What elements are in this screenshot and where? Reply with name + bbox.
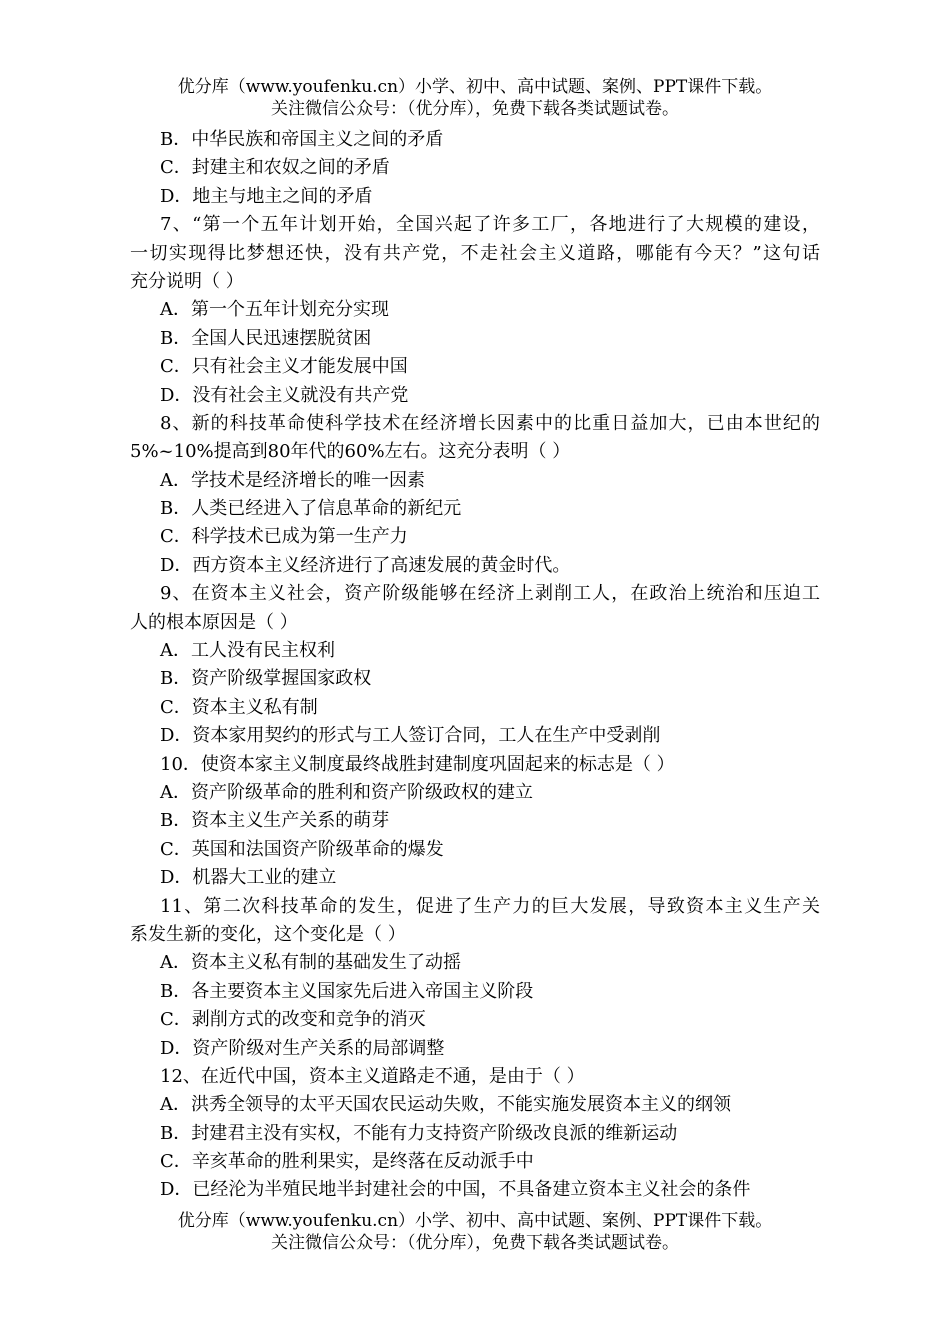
q9-stem-line-1: 9、在资本主义社会，资产阶级能够在经济上剥削工人，在政治上统治和压迫工 (160, 583, 820, 605)
q6-option-d: D．地主与地主之间的矛盾 (160, 185, 373, 207)
q9-stem-line-2: 人的根本原因是（ ） (130, 611, 298, 633)
q10-option-b: B．资本主义生产关系的萌芽 (160, 810, 390, 832)
q9-option-b: B．资产阶级掌握国家政权 (160, 668, 372, 690)
q8-option-b: B．人类已经进入了信息革命的新纪元 (160, 498, 462, 520)
q7-option-c: C．只有社会主义才能发展中国 (160, 356, 408, 378)
q7-stem-line-3: 充分说明（ ） (130, 270, 244, 292)
q12-option-c: C．辛亥革命的胜利果实，是终落在反动派手中 (160, 1151, 534, 1173)
q11-option-c: C．剥削方式的改变和竞争的消灭 (160, 1009, 426, 1031)
q11-option-d: D．资产阶级对生产关系的局部调整 (160, 1037, 445, 1059)
q9-option-d: D．资本家用契约的形式与工人签订合同，工人在生产中受剥削 (160, 725, 661, 747)
q11-option-b: B．各主要资本主义国家先后进入帝国主义阶段 (160, 980, 534, 1002)
q10-stem-line-1: 10．使资本家主义制度最终战胜封建制度巩固起来的标志是（ ） (160, 753, 675, 775)
footer-line-2: 关注微信公众号：（优分库），免费下载各类试题试卷。 (271, 1233, 679, 1253)
q11-stem-line-2: 系发生新的变化，这个变化是（ ） (130, 923, 406, 945)
q8-option-a: A．学技术是经济增长的唯一因素 (160, 469, 425, 491)
q10-option-a: A．资产阶级革命的胜利和资产阶级政权的建立 (160, 781, 533, 803)
q10-option-c: C．英国和法国资产阶级革命的爆发 (160, 838, 444, 860)
q8-option-c: C．科学技术已成为第一生产力 (160, 526, 408, 548)
q12-option-b: B．封建君主没有实权，不能有力支持资产阶级改良派的维新运动 (160, 1122, 678, 1144)
q8-stem-line-2: 5%~10%提高到80年代的60%左右。这充分表明（ ） (130, 441, 571, 463)
q10-option-d: D．机器大工业的建立 (160, 867, 337, 889)
q7-option-b: B．全国人民迅速摆脱贫困 (160, 327, 372, 349)
page-footer (0, 1210, 950, 1254)
q7-stem-line-2: 一切实现得比梦想还快，没有共产党，不走社会主义道路，哪能有今天？”这句话 (130, 242, 820, 264)
q9-option-c: C．资本主义私有制 (160, 696, 318, 718)
q6-option-c: C．封建主和农奴之间的矛盾 (160, 157, 390, 179)
q8-stem-line-1: 8、新的科技革命使科学技术在经济增长因素中的比重日益加大，已由本世纪的 (160, 412, 820, 434)
q6-option-b: B．中华民族和帝国主义之间的矛盾 (160, 129, 444, 150)
question-list (130, 126, 820, 1205)
q7-option-d: D．没有社会主义就没有共产党 (160, 384, 409, 406)
header-line-2: 关注微信公众号：（优分库），免费下载各类试题试卷。 (271, 99, 679, 119)
q12-stem-line-1: 12、在近代中国，资本主义道路走不通，是由于（ ） (160, 1065, 585, 1087)
q7-option-a: A．第一个五年计划充分实现 (160, 299, 389, 321)
q9-option-a: A．工人没有民主权利 (160, 640, 335, 662)
q12-option-d: D．已经沦为半殖民地半封建社会的中国，不具备建立资本主义社会的条件 (160, 1179, 751, 1201)
header-line-1: 优分库（www.youfenku.cn）小学、初中、高中试题、案例、PPT课件下载。 (177, 77, 773, 97)
footer-line-1: 优分库（www.youfenku.cn）小学、初中、高中试题、案例、PPT课件下载。 (177, 1211, 773, 1231)
q11-stem-line-1: 11、第二次科技革命的发生，促进了生产力的巨大发展，导致资本主义生产关 (160, 895, 820, 917)
q11-option-a: A．资本主义私有制的基础发生了动摇 (160, 952, 461, 974)
page-header (0, 76, 950, 120)
q8-option-d: D．西方资本主义经济进行了高速发展的黄金时代。 (160, 554, 571, 576)
q7-stem-line-1: 7、“第一个五年计划开始，全国兴起了许多工厂，各地进行了大规模的建设， (160, 214, 820, 236)
q12-option-a: A．洪秀全领导的太平天国农民运动失败，不能实施发展资本主义的纲领 (160, 1094, 731, 1116)
